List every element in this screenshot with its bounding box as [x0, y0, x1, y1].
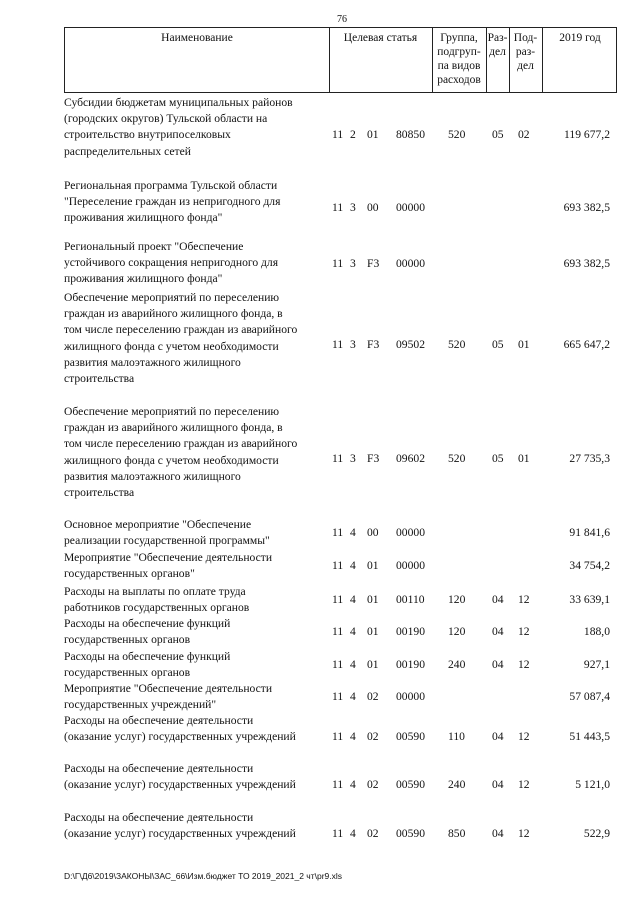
group-code: 120 — [448, 625, 466, 638]
amount: 27 735,3 — [569, 452, 610, 465]
code-direction: 00000 — [396, 690, 425, 703]
code-subprogram: 4 — [350, 526, 356, 539]
amount: 34 754,2 — [569, 559, 610, 572]
subsection-code: 01 — [518, 452, 530, 465]
row-name: Мероприятие "Обеспечение деятельности государственных органов" — [64, 551, 273, 581]
subsection-code: 12 — [518, 778, 530, 791]
code-subprogram: 4 — [350, 730, 356, 743]
code-event: 01 — [367, 128, 379, 141]
header-subsection: Под- раз- дел — [513, 32, 538, 72]
group-code: 520 — [448, 338, 466, 351]
code-program: 11 — [332, 730, 344, 743]
row-name: Обеспечение мероприятий по переселению граждан из аварийного жилищного фонда, в том числе переселению граждан из аварийного жилищного фонда с учетом необходимости развития малоэтажного жилищного строительства — [64, 405, 298, 500]
code-direction: 00110 — [396, 593, 425, 606]
code-subprogram: 4 — [350, 593, 356, 606]
code-event: 02 — [367, 690, 379, 703]
header-section: Раз- дел — [487, 32, 508, 58]
row-name: Расходы на обеспечение функций государственных органов — [64, 617, 231, 647]
row-name: Основное мероприятие "Обеспечение реализации государственной программы" — [64, 518, 270, 548]
code-subprogram: 3 — [350, 257, 356, 270]
code-direction: 09602 — [396, 452, 425, 465]
amount: 33 639,1 — [569, 593, 610, 606]
row-name: Региональная программа Тульской области "Переселение граждан из непригодного для проживания жилищного фонда" — [64, 179, 281, 225]
code-direction: 00000 — [396, 201, 425, 214]
amount: 522,9 — [583, 827, 610, 840]
code-subprogram: 4 — [350, 827, 356, 840]
subsection-code: 12 — [518, 827, 530, 840]
code-program: 11 — [332, 257, 344, 270]
subsection-code: 01 — [518, 338, 530, 351]
subsection-code: 12 — [518, 658, 530, 671]
code-subprogram: 4 — [350, 658, 356, 671]
code-event: 02 — [367, 827, 379, 840]
code-program: 11 — [332, 559, 344, 572]
code-direction: 09502 — [396, 338, 425, 351]
subsection-code: 12 — [518, 593, 530, 606]
header-group: Группа, подгруп- па видов расходов — [437, 32, 481, 86]
code-event: 00 — [367, 201, 379, 214]
code-direction: 00000 — [396, 526, 425, 539]
code-subprogram: 3 — [350, 201, 356, 214]
group-code: 240 — [448, 658, 466, 671]
code-event: 01 — [367, 625, 379, 638]
code-program: 11 — [332, 338, 344, 351]
header-year: 2019 год — [559, 32, 601, 44]
row-name: Расходы на выплаты по оплате труда работников государственных органов — [64, 585, 250, 615]
code-event: 01 — [367, 559, 379, 572]
code-event: F3 — [367, 452, 380, 465]
group-code: 110 — [448, 730, 465, 743]
amount: 693 382,5 — [563, 257, 610, 270]
amount: 91 841,6 — [569, 526, 610, 539]
code-subprogram: 3 — [350, 338, 356, 351]
code-subprogram: 4 — [350, 625, 356, 638]
row-name: Обеспечение мероприятий по переселению граждан из аварийного жилищного фонда, в том числе переселению граждан из аварийного жилищного фонда с учетом необходимости развития малоэтажного жилищного строительства — [64, 291, 298, 386]
code-subprogram: 4 — [350, 778, 356, 791]
section-code: 05 — [492, 338, 504, 351]
section-code: 04 — [492, 625, 504, 638]
group-code: 120 — [448, 593, 466, 606]
code-program: 11 — [332, 827, 344, 840]
code-direction: 00590 — [396, 827, 425, 840]
header-name: Наименование — [161, 32, 233, 44]
row-name: Субсидии бюджетам муниципальных районов (городских округов) Тульской области на строительство внутрипоселковых распределительных сетей — [64, 96, 293, 158]
code-program: 11 — [332, 658, 344, 671]
section-code: 04 — [492, 778, 504, 791]
row-name: Расходы на обеспечение деятельности (оказание услуг) государственных учреждений — [64, 714, 296, 744]
section-code: 05 — [492, 128, 504, 141]
code-event: F3 — [367, 338, 380, 351]
amount: 51 443,5 — [569, 730, 610, 743]
amount: 57 087,4 — [569, 690, 610, 703]
section-code: 04 — [492, 593, 504, 606]
group-code: 520 — [448, 128, 466, 141]
code-direction: 00590 — [396, 778, 425, 791]
section-code: 05 — [492, 452, 504, 465]
section-code: 04 — [492, 730, 504, 743]
code-event: 02 — [367, 730, 379, 743]
group-code: 850 — [448, 827, 466, 840]
amount: 188,0 — [583, 625, 610, 638]
row-name: Мероприятие "Обеспечение деятельности государственных учреждений" — [64, 682, 273, 712]
row-name: Расходы на обеспечение деятельности (оказание услуг) государственных учреждений — [64, 762, 296, 792]
subsection-code: 02 — [518, 128, 530, 141]
code-event: 00 — [367, 526, 379, 539]
row-name: Региональный проект "Обеспечение устойчивого сокращения непригодного для проживания жилищного фонда" — [64, 240, 279, 286]
code-subprogram: 2 — [350, 128, 356, 141]
code-program: 11 — [332, 778, 344, 791]
code-subprogram: 4 — [350, 690, 356, 703]
code-program: 11 — [332, 625, 344, 638]
code-direction: 00000 — [396, 257, 425, 270]
code-subprogram: 3 — [350, 452, 356, 465]
code-subprogram: 4 — [350, 559, 356, 572]
code-program: 11 — [332, 201, 344, 214]
code-program: 11 — [332, 593, 344, 606]
code-direction: 80850 — [396, 128, 425, 141]
code-direction: 00190 — [396, 658, 425, 671]
header-target-article: Целевая статья — [343, 32, 418, 44]
row-name: Расходы на обеспечение деятельности (оказание услуг) государственных учреждений — [64, 811, 296, 841]
amount: 927,1 — [583, 658, 610, 671]
amount: 5 121,0 — [575, 778, 610, 791]
group-code: 520 — [448, 452, 466, 465]
file-path-footer: D:\Г\Д6\2019\ЗАКОНЫ\ЗАС_66\Изм.бюджет ТО 2019_2021_2 чт\pr9.xls — [64, 871, 343, 881]
page-number: 76 — [337, 14, 347, 25]
amount: 665 647,2 — [563, 338, 610, 351]
code-program: 11 — [332, 526, 344, 539]
code-event: 01 — [367, 658, 379, 671]
code-program: 11 — [332, 128, 344, 141]
section-code: 04 — [492, 827, 504, 840]
code-event: 02 — [367, 778, 379, 791]
subsection-code: 12 — [518, 730, 530, 743]
code-direction: 00190 — [396, 625, 425, 638]
code-event: 01 — [367, 593, 379, 606]
code-direction: 00590 — [396, 730, 425, 743]
code-program: 11 — [332, 452, 344, 465]
code-event: F3 — [367, 257, 380, 270]
section-code: 04 — [492, 658, 504, 671]
row-name: Расходы на обеспечение функций государственных органов — [64, 650, 231, 680]
table-header — [64, 27, 617, 93]
amount: 693 382,5 — [563, 201, 610, 214]
group-code: 240 — [448, 778, 466, 791]
code-direction: 00000 — [396, 559, 425, 572]
amount: 119 677,2 — [564, 128, 610, 141]
subsection-code: 12 — [518, 625, 530, 638]
code-program: 11 — [332, 690, 344, 703]
